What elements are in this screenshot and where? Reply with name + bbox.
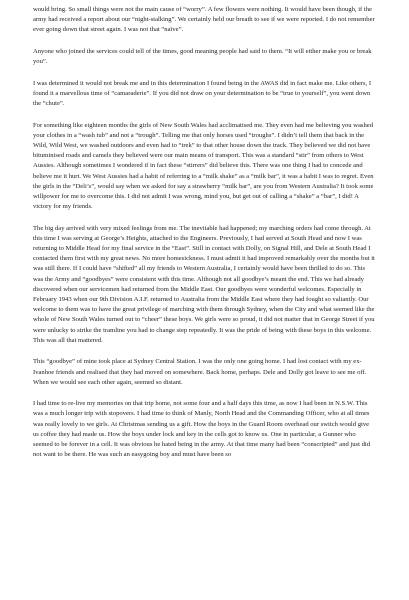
paragraph-night-stalking: would bring. So small things were not the main cause of “worry”. A few flowers were nothing. It would have been though, if the army had received a report about our “night-stalking”. We certainly held our breath to see if we were reported. I do not remember ever going down that street again. I was not that “naïve”. (33, 6, 375, 34)
paragraph-determination: I was determined it would not break me and in this determination I found being in the AWAS did in fact make me. Like others, I found it a marvellous time of “camaraderie”. If you did not draw on your determination to be “true to yourself”, you went down the “chute”. (33, 79, 372, 108)
paragraph-trip-home: I had time to re-live my memories on that trip home, not some four and a half days this time, as now I had been in N.S.W. This was a much longer trip with stopovers. I had time to think of Manly, North Head and the Commanding Officer, who at all times was really lovely to we girls. At Christmas sending us a gift. How the boys in the Guard Room overhead our switch would give us coffee they had made us. How the boys under lock and key in the cells got to know us. One in particular, a Gunner who seemed to be forever in a cell. It was obvious he hated being in the army. At that time many had been “conscripted” and just did not want to be there. He was such an easygoing boy and must have been so (33, 400, 371, 459)
paragraph-central-station-goodbye: This “goodbye” of mine took place at Sydney Central Station. I was the only one going home. I had lost contact with my ex-Ivanhoe friends and realised that they had moved on somewhere. Back home, perhaps. Dele and Dolly got leave to see me off. When we would see each other again, seemed so distant. (33, 358, 367, 386)
paragraph-make-or-break: Anyone who joined the services could tell of the times, good meaning people had said to them. “It will either make you or break you”. (33, 47, 372, 66)
paragraph-new-south-wales-girls: For something like eighteen months the girls of New South Wales had acclimatised me. They even had me believing you washed your clothes in a “wash tub” and not a “trough”. Telling me that only horses used “troughs”. I didn’t tell them that back in the Wild, Wild West, we washed outdoors and even had to “trek” to that other house down the track. They believed we did not have bituminised roads and camels they believed were our main means of transport. This was a standard “stir” from others to West Aussies. Although sometimes I wondered if in fact these “stirrers” did believe this. There was one thing I had to concede and believe me it hurt. We West Aussies had a habit of referring to a “milk shake” as a “milk bar”, it was a habit I was to regret. Even the girls in the “Deli’s”, would say when we asked for say a strawberry “milk bar”, are you from Western Australia? It took some willpower for me to overcome this. I did not admit I was wrong, mind you, but get out of calling a “shake” a “bar”, I did! A victory for my friends. (33, 121, 374, 211)
paragraph-marching-orders: The big day arrived with very mixed feelings from me. The inevitable had happened; my marching orders had come through. At this time I was serving at George’s Heights, attached to the Engineers. Previously, I had served at South Head and now I was returning to Middle Head for my final service in the “East”. Still in contact with Dolly, on Signal Hill, and Dele at South Head I contacted them first with my great news. No more homesickness. I must admit it had improved remarkably over the months but it was still there. If I could have “shifted” all my friends to Western Australia, I certainly would have been thrilled to do so. This was the Army and “goodbyes” were consistent with this time. Although not all goodbye’s meant the end. This we had already discovered when our servicemen had returned from the Middle East. Our goodbyes were wonderful welcomes. Especially in February 1943 when our 9th Division A.I.F. returned to Australia from the Middle East where they had fought so valiantly. Our welcome to them was to have the great privilege of marching with them through Sydney, when the City and what seemed like the whole of New South Wales turned out to “cheer” these boys. We girls were so proud, it did not matter that in George Street if you were unlucky to strike the tramline you had to change step repeatedly. It was the pride of being with these boys in this welcome. This was all that mattered. (33, 224, 375, 344)
